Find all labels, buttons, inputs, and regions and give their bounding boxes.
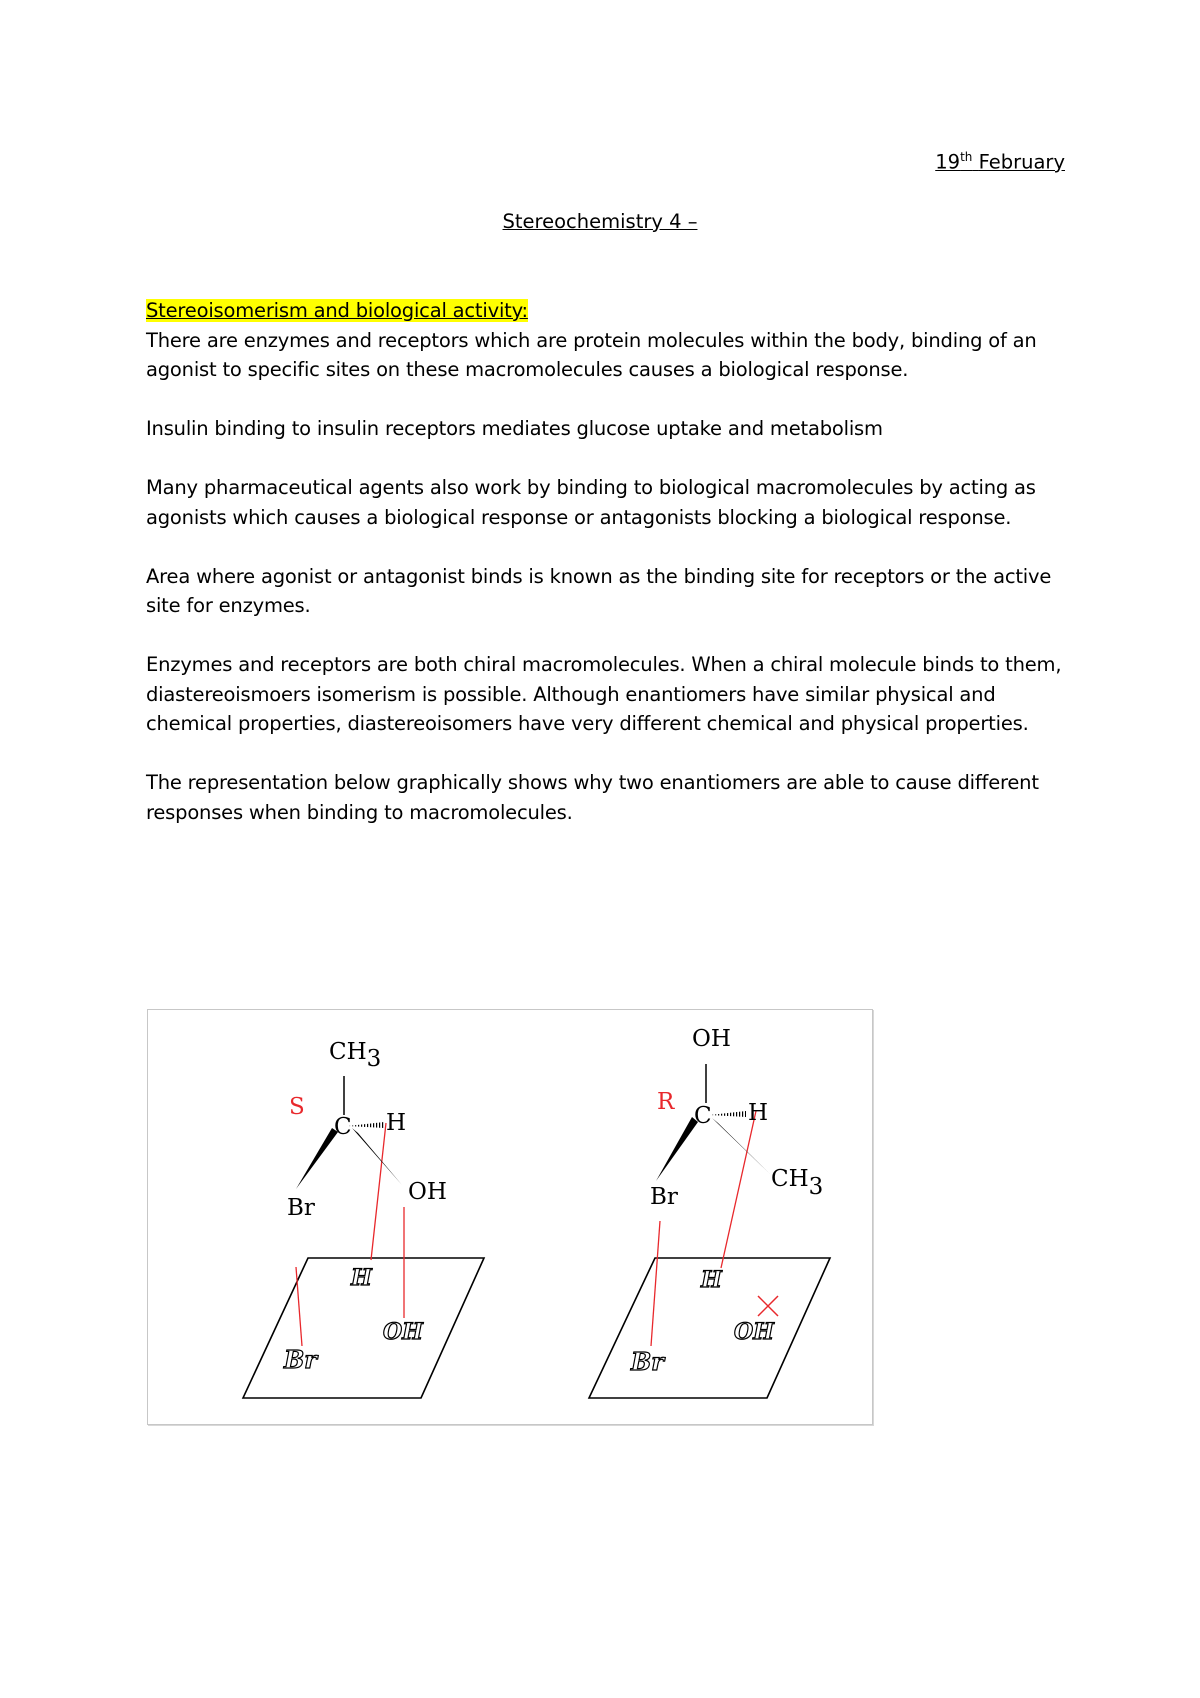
section-heading	[146, 296, 1066, 326]
document-body	[146, 296, 1066, 857]
paragraph-1: There are enzymes and receptors which are protein molecules within the body, binding of an agonist to specific sites on these macromolecules causes a biological response.	[146, 328, 1037, 381]
atom-ch-left-sub: 3	[366, 1046, 382, 1072]
paragraph-4: Area where agonist or antagonist binds is known as the binding site for receptors or the active site for enzymes.	[146, 564, 1052, 617]
paragraph-2: Insulin binding to insulin receptors mediates glucose uptake and metabolism	[146, 417, 883, 440]
atom-ch-right	[771, 1166, 823, 1200]
atom-c-right: C	[694, 1103, 712, 1129]
connector-h-right	[721, 1111, 756, 1268]
document-title: Stereochemistry 4 –	[502, 210, 698, 233]
wedge-bond-br-left	[296, 1128, 338, 1189]
wedge-bond-br-right	[656, 1117, 698, 1181]
s-enantiomer	[243, 1039, 484, 1398]
atom-ch-left	[329, 1039, 381, 1072]
date-suffix: th	[960, 150, 973, 164]
paragraph-6: The representation below graphically shows why two enantiomers are able to cause different responses when binding to macromolecules.	[146, 771, 1039, 824]
wedge-bond-ch3-right	[712, 1118, 770, 1174]
config-label-s: S	[289, 1094, 305, 1120]
paragraph-3: Many pharmaceutical agents also work by binding to biological macromolecules by acting as agonists which causes a biological response or antagonists blocking a biological response.	[146, 476, 1036, 529]
site-br-right: Br	[631, 1347, 664, 1376]
site-oh-left: OH	[383, 1319, 423, 1345]
atom-c-left: C	[334, 1114, 352, 1140]
paragraph-5: Enzymes and receptors are both chiral macromolecules. When a chiral molecule binds to them, diastereoismoers isomerism is possible. Although enantiomers have similar physical and chemical properties, diastereoisomers have very different chemical and physical properties.	[146, 653, 1062, 735]
enantiomer-binding-figure	[147, 1009, 873, 1425]
atom-br-right: Br	[650, 1184, 678, 1210]
date-month: February	[978, 150, 1065, 174]
atom-oh-left: OH	[408, 1179, 447, 1205]
atom-br-left: Br	[287, 1195, 315, 1221]
connector-h-left	[371, 1123, 386, 1260]
atom-oh-top-right: OH	[692, 1026, 731, 1052]
binding-diagram	[148, 1010, 872, 1424]
date-day: 19	[935, 150, 961, 174]
hash-bond-h-left	[348, 1122, 384, 1128]
config-label-r: R	[657, 1089, 675, 1115]
r-enantiomer	[589, 1026, 830, 1398]
atom-ch-right-main: CH	[771, 1166, 809, 1192]
highlighted-heading: Stereoisomerism and biological activity:	[146, 299, 528, 322]
atom-ch-right-sub: 3	[808, 1174, 824, 1200]
site-h-right: H	[701, 1267, 722, 1293]
site-br-left: Br	[284, 1345, 317, 1374]
connector-br-right	[651, 1221, 660, 1346]
hash-bond-h-right	[710, 1111, 746, 1117]
document-date	[935, 150, 1065, 174]
atom-h-right: H	[748, 1100, 769, 1126]
atom-h-left: H	[386, 1110, 407, 1136]
site-oh-right: OH	[734, 1319, 774, 1345]
wedge-bond-oh-left	[352, 1128, 402, 1185]
site-h-left: H	[351, 1265, 372, 1291]
atom-ch-left-main: CH	[329, 1039, 367, 1065]
